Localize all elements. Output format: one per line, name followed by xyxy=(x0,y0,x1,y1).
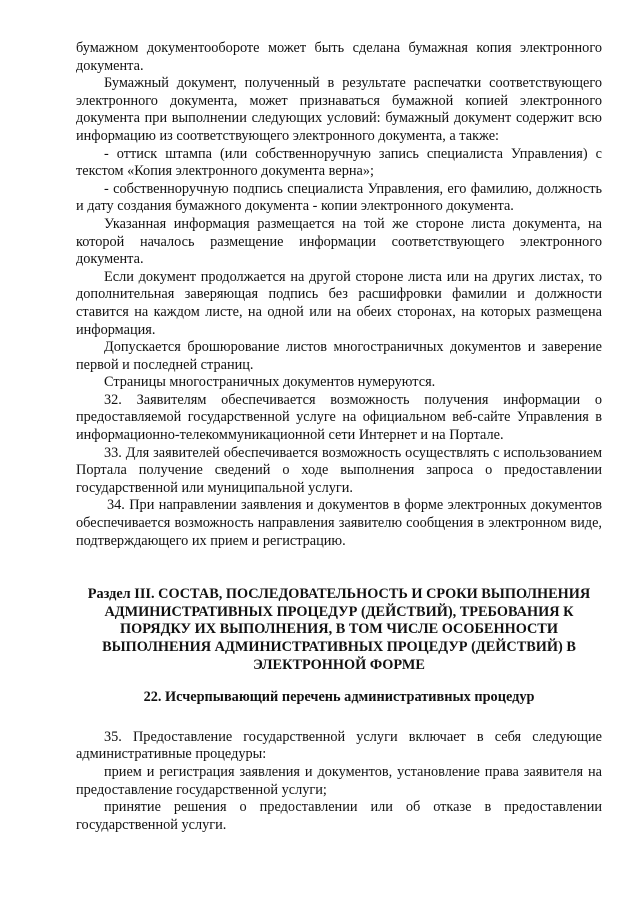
paragraph-numbering: Страницы многостраничных документов нумеруются. xyxy=(104,374,436,391)
list-gap xyxy=(76,707,602,729)
paragraph-32: 32. Заявителям обеспечивается возможность получения информации о предоставляемой государственной услуге на официальном веб-сайте Управления в информационно-телекоммуникационной сети Интернет и на Портале. xyxy=(76,391,602,444)
paragraph-binding: Допускается брошюрование листов многостраничных документов и заверение первой и последней страниц. xyxy=(76,339,602,373)
section-gap xyxy=(76,550,602,586)
paragraph-paper-copy: Бумажный документ, полученный в результате распечатки соответствующего электронного документа, может признаваться бумажной копией электронного документа при выполнении следующих условий: бумажный документ содержит всю информацию из соответствующего электронного документа, а также: xyxy=(76,75,602,144)
paragraph-procedure-reception: прием и регистрация заявления и документов, установление права заявителя на предоставление государственной услуги; xyxy=(76,763,602,798)
paragraph-procedure-decision: принятие решения о предоставлении или об отказе в предоставлении государственной услуги. xyxy=(76,799,602,833)
paragraph-signature: - собственноручную подпись специалиста Управления, его фамилию, должность и дату создания бумажного документа - копии электронного документа. xyxy=(76,180,602,215)
paragraph-33: 33. Для заявителей обеспечивается возможность осуществлять с использованием Портала получение сведений о ходе выполнения запроса о предоставлении государственной или муниципальной услуги. xyxy=(76,444,602,496)
paragraph-continuation: бумажном документообороте может быть сделана бумажная копия электронного документа. xyxy=(76,40,602,74)
section-title: Раздел III. СОСТАВ, ПОСЛЕДОВАТЕЛЬНОСТЬ И СРОКИ ВЫПОЛНЕНИЯ АДМИНИСТРАТИВНЫХ ПРОЦЕДУР (ДЕЙСТВИЙ), ТРЕБОВАНИЯ К ПОРЯДКУ ИХ ВЫПОЛНЕНИЯ, В ТОМ ЧИСЛЕ ОСОБЕННОСТИ ВЫПОЛНЕНИЯ АДМИНИСТРАТИВНЫХ ПРОЦЕДУР (ДЕЙСТВИЙ) В ЭЛЕКТРОННОЙ ФОРМЕ xyxy=(87,586,591,673)
paragraph-continuation-sheets: Если документ продолжается на другой стороне листа или на других листах, то дополнительная заверяющая подпись без расшифровки фамилии и должности ставится на каждом листе, на одной или на обеих сторонах, на которых размещена информация. xyxy=(76,268,602,338)
paragraph-placement: Указанная информация размещается на той же стороне листа документа, на которой началось размещение информации соответствующего электронного документа. xyxy=(76,215,602,268)
paragraph-35: 35. Предоставление государственной услуги включает в себя следующие административные процедуры: xyxy=(76,728,602,763)
subsection-gap xyxy=(76,674,602,689)
paragraph-34: 34. При направлении заявления и документов в форме электронных документов обеспечивается возможность направления заявителю сообщения в электронном виде, подтверждающего их прием и регистрацию. xyxy=(76,497,602,549)
paragraph-stamp: - оттиск штампа (или собственноручную запись специалиста Управления) с текстом «Копия электронного документа верна»; xyxy=(76,145,602,180)
subsection-title: 22. Исчерпывающий перечень административных процедур xyxy=(143,689,535,706)
